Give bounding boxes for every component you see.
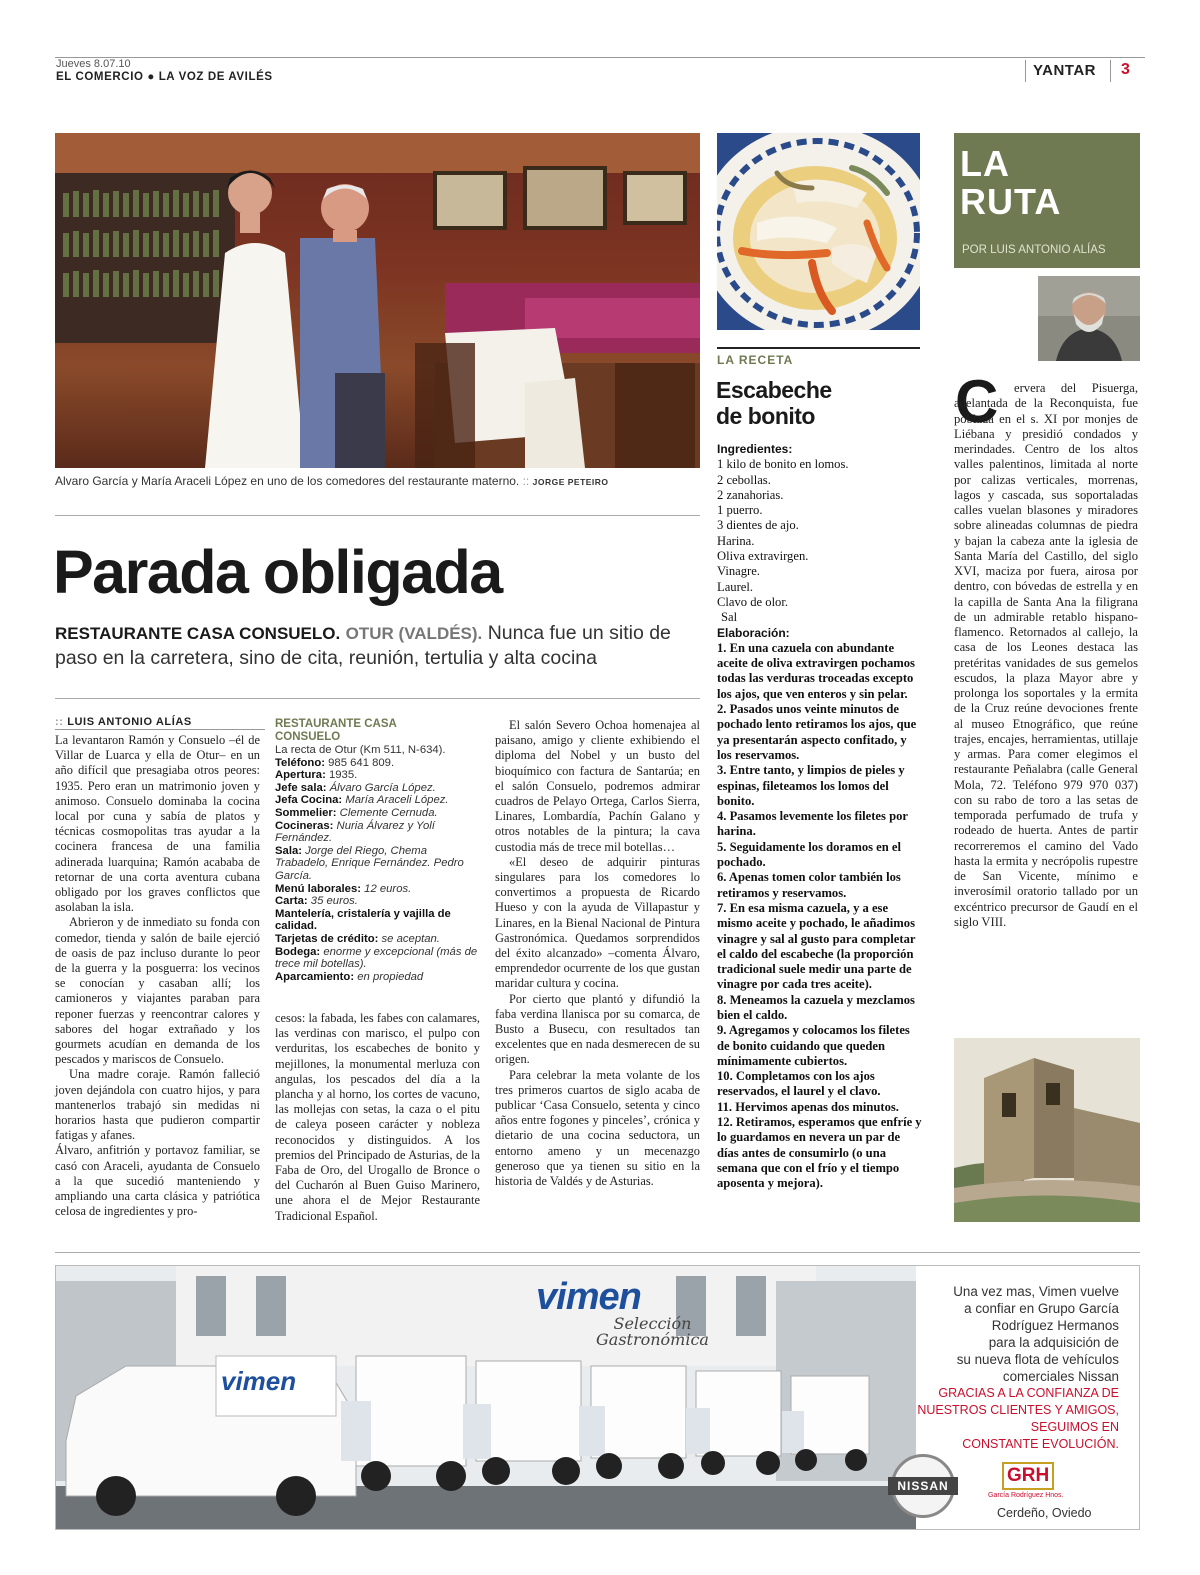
headline: Parada obligada [53, 538, 502, 606]
ficha-row: Aparcamiento: en propiedad [275, 970, 424, 983]
article-col-2-continued [275, 1011, 480, 1224]
recipe-body [717, 442, 922, 1192]
ficha-row: Menú laborales: 12 euros. [275, 882, 412, 895]
main-photo [55, 133, 700, 468]
section-divider-2 [1110, 60, 1111, 82]
ingredient-item: 2 cebollas. [717, 472, 771, 487]
section-divider [1025, 60, 1026, 82]
issue-date: Jueves 8.07.10 [56, 58, 131, 70]
ruta-title [960, 145, 1061, 221]
ad-line: para la adquisición de [988, 1335, 1119, 1350]
ingredient-item: Sal [721, 610, 738, 625]
ad-line: su nueva flota de vehículos [956, 1352, 1119, 1367]
recipe-step: 5. Seguidamente los doramos en el pochado. [717, 839, 902, 870]
ficha-row: Jefe sala: Álvaro García López. [275, 781, 436, 794]
ruta-text: ervera del Pisuerga, adelantada de la Reconquista, fue poblada en el s. XI por monjes de Liébana y presidió condados y merindades. Centro de los altos valles palentinos, limitada al norte por calizas verticales, morrenas, lagos y cascada, sus soportaladas calles vuelan blasones y miradores sobre alineadas columnas de piedra y bajan la cabeza ante la iglesia de Santa María del Castillo, del siglo XVI, maciza por fuera, airosa por dentro, con bóvedas de estrella y en la capilla de Santa Ana la filigrana de un admirable retablo hispano-flamenco. Retornados al callejo, la casa de los Leones destaca las pretéritas vanidades de sus gemelos escudos, la plaza Mayor abre y prolonga los soportales y la ermita de la Cruz reúne devociones frente al museo Etnográfico, que reúne trajes, encajes, herramientas, utillaje y armas. Para comer elegimos el restaurante Peñalabra (calle General Mola, 72. Teléfono 979 970 037) con su rabo de toro a las setas de temporada perfumado de trufa y rodeado de huerta. Antes de partir recorreremos el camino del Vado hasta la ermita y necrópolis rupestre de San Vicente, mínimo e inverosímil oratorio tallado por un excéntrico precursor de Gaudí en el siglo VIII. [954, 381, 1138, 929]
ruta-title-line: LA [960, 143, 1010, 184]
photo-credit: JORGE PETEIRO [532, 477, 609, 487]
recipe-title [716, 377, 832, 429]
caption-text: Alvaro García y María Araceli López en uno de los comedores del restaurante materno. [55, 474, 520, 488]
dropcap: C [955, 368, 999, 435]
article-paragraph: Álvaro, anfitrión y portavoz familiar, se casó con Araceli, ayudanta de Consuelo a la que sucedió manteniendo y ampliando una carta clásica y patriótica celosa de ingredientes y pro- [55, 1143, 260, 1219]
article-paragraph: Una madre coraje. Ramón falleció joven dejándola con cuatro hijos, y para mantenerlos trabajó sin medidas ni horarios hasta que pudieron compartir fatigas y afanes. [55, 1067, 260, 1143]
ficha-row: Jefa Cocina: María Araceli López. [275, 794, 449, 807]
ingredient-item: Clavo de olor. [717, 594, 789, 609]
van-logo: vimen [221, 1366, 297, 1396]
ad-red-line: NUESTROS CLIENTES Y AMIGOS, [917, 1403, 1119, 1417]
ficha-row: Tarjetas de crédito: se aceptan. [275, 932, 440, 945]
ad-red-line: GRACIAS A LA CONFIANZA DE [938, 1386, 1119, 1400]
ruta-byline: POR LUIS ANTONIO ALÍAS [962, 244, 1106, 256]
recipe-step: 7. En esa misma cazuela, y a ese mismo aceite y pochado, le añadimos vinagre y sal al gusto para completar el caldo del escabeche (la proporción tradicional suele medir una parte de vinagre por cada tres aceite). [717, 900, 916, 992]
ingredient-item: Laurel. [717, 579, 754, 594]
ficha-row: Sala: Jorge del Riego, Chema Trabadelo, Enrique Fernández. Pedro García. [275, 844, 464, 882]
subhead-place: OTUR (VALDÉS). [345, 624, 483, 643]
church-photo [954, 1038, 1140, 1222]
ad-red-line: CONSTANTE EVOLUCIÓN. [962, 1437, 1119, 1451]
ingredient-item: 2 zanahorias. [717, 487, 784, 502]
ingredient-item: Oliva extravirgen. [717, 549, 809, 564]
article-paragraph: Por cierto que plantó y difundió la faba verdina llanisca por su comarca, de Busto a Busecu, con resultados tan excelentes que en nada desmerecen de su origen. [495, 991, 700, 1067]
ruta-title-line: RUTA [960, 181, 1062, 222]
recipe-step: 11. Hervimos apenas dos minutos. [717, 1099, 899, 1114]
nissan-logo: NISSAN [891, 1454, 955, 1518]
article-col-3 [495, 718, 700, 1189]
restaurant-dining-room-image [55, 133, 700, 468]
article-paragraph: Para celebrar la meta volante de los tres primeros cuartos de siglo acaba de publicar ‘Casa Consuelo, setenta y cinco años entre fogones y pinceles’, crónica y dietario de una cocina seductora, un entorno ameno y un mecenazgo generoso que ya tienen su sitio en la historia de Valdés y de Asturias. [495, 1067, 700, 1189]
ruta-header [954, 133, 1140, 268]
recipe-kicker: LA RECETA [717, 353, 794, 367]
article-paragraph: «El deseo de adquirir pinturas singulares para los comedores lo convertimos a propuesta de Ricardo Hueso y con la ayuda de Villapastur y Linares, en la Bienal Nacional de Pintura Gastronómica. Quedamos sorprendidos del éxito alcanzado» –comenta Álvaro, emprendedor ocurrente de los que gustan maridar cultura y cocina. [495, 854, 700, 991]
byline: :: LUIS ANTONIO ALÍAS [55, 716, 265, 730]
ficha-box [275, 744, 480, 983]
ficha-row: Carta: 35 euros. [275, 895, 358, 908]
ficha-row: Bodega: enorme y excepcional (más de trece mil botellas). [275, 945, 478, 971]
ad-red-line: SEGUIMOS EN [1030, 1420, 1119, 1434]
ficha-row: Sommelier: Clemente Cernuda. [275, 806, 438, 819]
subhead-restaurant: RESTAURANTE CASA CONSUELO. [55, 624, 341, 643]
ad-line: comerciales Nissan [1002, 1369, 1119, 1384]
church-tower-image [954, 1038, 1140, 1222]
author-photo [1038, 276, 1140, 361]
ingredient-item: Vinagre. [717, 564, 760, 579]
ingredient-item: 3 dientes de ajo. [717, 518, 799, 533]
article-col-1 [55, 733, 260, 1220]
paper-name: EL COMERCIO [56, 71, 144, 83]
subhead [55, 621, 705, 670]
vimen-logo: vimen [536, 1276, 641, 1318]
recipe-step: 1. En una cazuela con abundante aceite de oliva extravirgen pochamos todas las verduras troceadas excepto los ajos, que ven enteros y sin pelar. [717, 640, 915, 701]
recipe-title-line: Escabeche [716, 377, 832, 403]
ingredients-list [717, 457, 922, 625]
ficha-row: Mantelería, cristalería y vajilla de calidad. [275, 907, 451, 933]
ad-line: Rodríguez Hermanos [991, 1318, 1119, 1333]
article-paragraph: cesos: la fabada, les fabes con calamares, las verdinas con marisco, el pulpo con verduritas, los escabeches de bonito y mejillones, la monumental merluza con angulas, los pescados del día a la plancha y al horno, los cortes de vacuno, las mollejas con setas, la caza o el pitu de caleya poseen carácter y nobleza reconocidos y distinguidos. A los premios del Principado de Asturias, de la Faba de Oro, del Urogallo de Bronce o del Cucharón al Buen Guiso Marinero, une ahora el de Mejor Restaurante Tradicional Español. [275, 1011, 480, 1223]
article-paragraph: El salón Severo Ochoa homenajea al paisano, amigo y cliente exhibiendo el diploma del Nobel y un busto del bioquímico con factura de Santarúa; en el salón Consuelo, podremos admirar cuadros de Pelayo Ortega, Carlos Sierra, Linares, Lombardía, Pachín Galano y otros notables de la pintura; la cava custodia más de trece mil botellas… [495, 718, 700, 854]
grh-logo: GRH [1002, 1462, 1054, 1490]
section-name: YANTAR [1033, 62, 1097, 79]
recipe-step: 8. Meneamos la cazuela y mezclamos bien el caldo. [717, 992, 915, 1022]
ficha-title: RESTAURANTE CASA CONSUELO [275, 718, 397, 743]
recipe-step: 12. Retiramos, esperamos que enfríe y lo guardamos en nevera un par de días antes de consumirlo (o una semana que con el frío y el tiempo aposenta y mejora). [717, 1115, 922, 1191]
ficha-address: La recta de Otur (Km 511, N-634). [275, 744, 446, 756]
grh-subtitle: García Rodríguez Hnos. [988, 1492, 1064, 1499]
ingredients-label: Ingredientes: [717, 442, 793, 456]
byline-name: LUIS ANTONIO ALÍAS [67, 716, 192, 728]
recipe-step: 3. Entre tanto, y limpios de pieles y espinas, fileteamos los lomos del bonito. [717, 763, 905, 808]
vimen-tagline [596, 1316, 709, 1348]
recipe-title-line: de bonito [716, 403, 815, 429]
vimen-tagline-line: Gastronómica [596, 1330, 709, 1349]
ad-line: Una vez mas, Vimen vuelve [953, 1284, 1119, 1299]
photo-caption: Alvaro García y María Araceli López en uno de los comedores del restaurante materno. :: JORGE PETEIRO [55, 474, 609, 488]
vimen-ad [55, 1265, 1140, 1530]
page-number: 3 [1121, 61, 1130, 78]
ingredient-item: 1 kilo de bonito en lomos. [717, 457, 849, 472]
escabeche-dish-image [717, 133, 920, 330]
bullet-icon: ● [147, 71, 155, 83]
author-portrait-image [1038, 276, 1140, 361]
recipe-step: 6. Apenas tomen color también los retiramos y reservamos. [717, 870, 901, 900]
ficha-row: Cocineras: Nuria Álvarez y Yolí Fernández. [275, 819, 435, 845]
recipe-step: 4. Pasamos levemente los filetes por harina. [717, 809, 908, 839]
paper-name-2: LA VOZ DE AVILÉS [158, 71, 273, 83]
ad-message [899, 1283, 1119, 1453]
ingredient-item: 1 puerro. [717, 503, 763, 518]
ingredient-item: Harina. [717, 533, 755, 548]
masthead [56, 71, 273, 83]
ficha-row: Apertura: 1935. [275, 769, 358, 782]
recipe-photo [717, 133, 920, 330]
recipe-step: 10. Completamos con los ajos reservados, el laurel y el clavo. [717, 1069, 881, 1099]
steps-list [717, 641, 922, 1192]
article-paragraph: La levantaron Ramón y Consuelo –él de Villar de Luarca y ella de Otur– en un año difícil que presagiaba otros peores: 1935. Pero eran un matrimonio joven y animoso. Consuelo dominaba la cocina local por cuna y sabía de platos y técnicas cosmopolitas tras ayudar a la cocinera francesa de una familia adinerada luarquina; Ramón acababa de retornar de una corta aventura cubana obligado por los graves conflictos que asolaban la isla. [55, 733, 260, 915]
vimen-fleet-image [56, 1266, 916, 1529]
recipe-step: 2. Pasados unos veinte minutos de pochado lento retiramos los ajos, que ya presentarán aspecto confitado, y los reservamos. [717, 702, 917, 762]
ad-line: a confiar en Grupo García [964, 1301, 1119, 1316]
grh-location: Cerdeño, Oviedo [997, 1506, 1092, 1520]
subhead-text: Nunca fue un sitio de paso en la carretera, sino de cita, reunión, tertulia y alta cocina [55, 622, 671, 669]
recipe-step: 9. Agregamos y colocamos los filetes de bonito cuidando que queden mínimamente cubiertos. [717, 1023, 910, 1068]
ficha-row: Teléfono: 985 641 809. [275, 756, 395, 769]
elaboration-label: Elaboración: [717, 625, 790, 640]
article-paragraph: Abrieron y de inmediato su fonda con comedor, tienda y salón de baile ejerció de oasis de paz incluso durante lo peor de la guerra y la posguerra: los vecinos se conocían y casaban allí; los camioneros y viajantes paraban para reponer fuerzas y reencontrar calores y sabores del hogar extrañado y los gourmets acudían en demanda de los pescados y mariscos de Consuelo. [55, 915, 260, 1067]
vimen-tagline-line: Selección [613, 1314, 692, 1333]
